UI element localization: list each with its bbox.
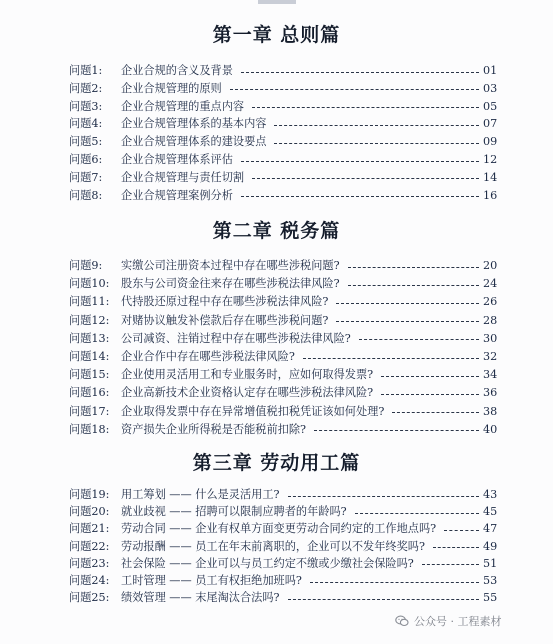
question-number: 问题7: (69, 170, 103, 184)
question-number: 问题6: (69, 153, 103, 166)
question-title: 就业歧视 —— 招聘可以限制应聘者的年龄吗? (121, 505, 347, 519)
question-title: 工时管理 —— 员工有权拒绝加班吗? (121, 574, 302, 587)
page-number: 16 (483, 188, 498, 202)
toc-entry[interactable] (69, 62, 497, 80)
question-number: 问题24: (69, 574, 110, 587)
question-title: 企业高新技术企业资格认定存在哪些涉税法律风险? (121, 386, 374, 400)
question-number: 问题15: (69, 368, 110, 382)
dot-leader (359, 339, 479, 340)
dot-leader (314, 430, 479, 431)
toc-entry[interactable] (69, 572, 497, 590)
dot-leader (381, 394, 479, 395)
question-number: 问题22: (69, 539, 110, 553)
dot-leader (288, 496, 479, 497)
toc-entry[interactable] (69, 133, 497, 151)
question-number: 问题12: (69, 313, 110, 327)
dot-leader (230, 89, 479, 90)
wechat-icon (395, 614, 409, 628)
question-number: 问题1: (69, 64, 103, 77)
question-title: 企业合规的含义及背景 (121, 64, 233, 77)
question-title: 企业合规管理与责任切割 (121, 170, 245, 184)
page-number: 07 (483, 117, 498, 131)
dot-leader (392, 412, 479, 413)
toc-entry[interactable] (69, 589, 497, 607)
toc-entry[interactable] (69, 312, 497, 330)
dot-leader (274, 125, 479, 126)
dot-leader (303, 358, 479, 359)
toc-entry[interactable] (69, 169, 497, 187)
watermark-text: 公众号 · 工程素材 (414, 615, 502, 628)
question-number: 问题3: (69, 99, 103, 113)
question-number: 问题20: (69, 505, 110, 519)
chapter-2-title: 第二章 税务篇 (212, 220, 341, 242)
toc-entry[interactable] (69, 403, 497, 421)
toc-entry[interactable] (69, 366, 497, 384)
question-number: 问题16: (69, 386, 110, 400)
question-number: 问题17: (69, 404, 110, 418)
dot-leader (241, 72, 479, 73)
dot-leader (444, 530, 479, 531)
page-number: 36 (483, 386, 498, 400)
page-number: 43 (483, 488, 498, 501)
question-number: 问题4: (69, 117, 103, 131)
dot-leader (433, 547, 479, 548)
page-number: 12 (483, 153, 498, 166)
page-number: 26 (483, 295, 498, 309)
question-number: 问题23: (69, 556, 110, 570)
toc-entry[interactable] (69, 330, 497, 348)
page-number: 38 (483, 404, 498, 418)
toc-entry[interactable] (69, 98, 497, 116)
question-title: 社会保险 —— 企业可以与员工约定不缴或少缴社会保险吗? (121, 556, 414, 570)
page-number: 20 (483, 259, 498, 272)
dot-leader (241, 161, 479, 162)
dot-leader (381, 376, 479, 377)
question-title: 对赌协议触发补偿款后存在哪些涉税问题? (121, 313, 329, 327)
page-number: 40 (483, 422, 498, 436)
dot-leader (241, 196, 479, 197)
dot-leader (336, 303, 479, 304)
question-number: 问题25: (69, 591, 110, 605)
question-title: 劳动报酬 —— 员工在年末前离职的，企业可以不发年终奖吗? (121, 539, 425, 553)
dot-leader (288, 599, 479, 600)
dot-leader (355, 513, 479, 514)
question-title: 企业合作中存在哪些涉税法律风险? (121, 350, 295, 363)
question-title: 用工筹划 —— 什么是灵活用工? (121, 488, 280, 501)
dot-leader (422, 564, 479, 565)
question-number: 问题8: (69, 188, 103, 202)
page-number: 53 (483, 574, 498, 587)
question-title: 企业取得发票中存在异常增值税扣税凭证该如何处理? (121, 404, 385, 418)
page-number: 34 (483, 368, 498, 382)
question-title: 实缴公司注册资本过程中存在哪些涉税问题? (121, 259, 340, 272)
toc-entry[interactable] (69, 115, 497, 133)
toc-entry[interactable] (69, 421, 497, 439)
question-title: 企业合规管理体系的建设要点 (121, 135, 267, 149)
page-number: 45 (483, 505, 498, 519)
page-number: 05 (483, 99, 498, 113)
watermark (395, 612, 502, 630)
toc-entry[interactable] (69, 257, 497, 275)
page-number: 49 (483, 539, 498, 553)
question-title: 企业合规管理体系评估 (121, 153, 233, 166)
question-number: 问题5: (69, 135, 103, 149)
dot-leader (252, 178, 479, 179)
toc-entry[interactable] (69, 187, 497, 205)
question-title: 企业合规管理的重点内容 (121, 99, 245, 113)
question-number: 问题21: (69, 522, 110, 536)
question-number: 问题9: (69, 259, 103, 272)
question-number: 问题11: (69, 295, 110, 309)
toc-entry[interactable] (69, 293, 497, 311)
question-number: 问题10: (69, 277, 110, 291)
question-title: 企业合规管理的原则 (121, 81, 222, 95)
page-number: 28 (483, 313, 498, 327)
question-number: 问题19: (69, 488, 110, 501)
page-number: 32 (483, 350, 498, 363)
question-title: 股东与公司资金往来存在哪些涉税法律风险? (121, 277, 340, 291)
question-number: 问题2: (69, 81, 103, 95)
page-number: 30 (483, 331, 498, 345)
toc-entry[interactable] (69, 520, 497, 538)
page-number: 51 (483, 556, 498, 570)
question-title: 企业合规管理案例分析 (121, 188, 233, 202)
question-number: 问题13: (69, 331, 110, 345)
dot-leader (274, 143, 479, 144)
toc-entry[interactable] (69, 348, 497, 366)
dot-leader (348, 285, 479, 286)
dot-leader (252, 107, 479, 108)
toc-entry[interactable] (69, 384, 497, 402)
top-divider (258, 0, 296, 4)
question-title: 企业使用灵活用工和专业服务时，应如何取得发票? (121, 368, 374, 382)
toc-entry[interactable] (69, 538, 497, 556)
toc-entry[interactable] (69, 275, 497, 293)
page-number: 55 (483, 591, 498, 605)
page-number: 14 (483, 170, 498, 184)
dot-leader (348, 267, 479, 268)
dot-leader (336, 321, 479, 322)
toc-entry[interactable] (69, 555, 497, 573)
toc-entry[interactable] (69, 486, 497, 504)
dot-leader (310, 582, 479, 583)
page-number: 01 (483, 64, 498, 77)
question-title: 企业合规管理体系的基本内容 (121, 117, 267, 131)
chapter-1-title: 第一章 总则篇 (212, 24, 341, 46)
page-number: 24 (483, 277, 498, 291)
chapter-3-title: 第三章 劳动用工篇 (192, 452, 361, 474)
question-title: 资产损失企业所得税是否能税前扣除? (121, 422, 306, 436)
page-number: 03 (483, 81, 498, 95)
question-title: 劳动合同 —— 企业有权单方面变更劳动合同约定的工作地点吗? (121, 522, 437, 536)
question-number: 问题18: (69, 422, 110, 436)
toc-entry[interactable] (69, 80, 497, 98)
question-title: 绩效管理 —— 末尾淘汰合法吗? (121, 591, 280, 605)
toc-entry[interactable] (69, 151, 497, 169)
question-number: 问题14: (69, 350, 110, 363)
toc-entry[interactable] (69, 503, 497, 521)
page-number: 09 (483, 135, 498, 149)
question-title: 公司减资、注销过程中存在哪些涉税法律风险? (121, 331, 351, 345)
question-title: 代持股还原过程中存在哪些涉税法律风险? (121, 295, 329, 309)
page-number: 47 (483, 522, 498, 536)
